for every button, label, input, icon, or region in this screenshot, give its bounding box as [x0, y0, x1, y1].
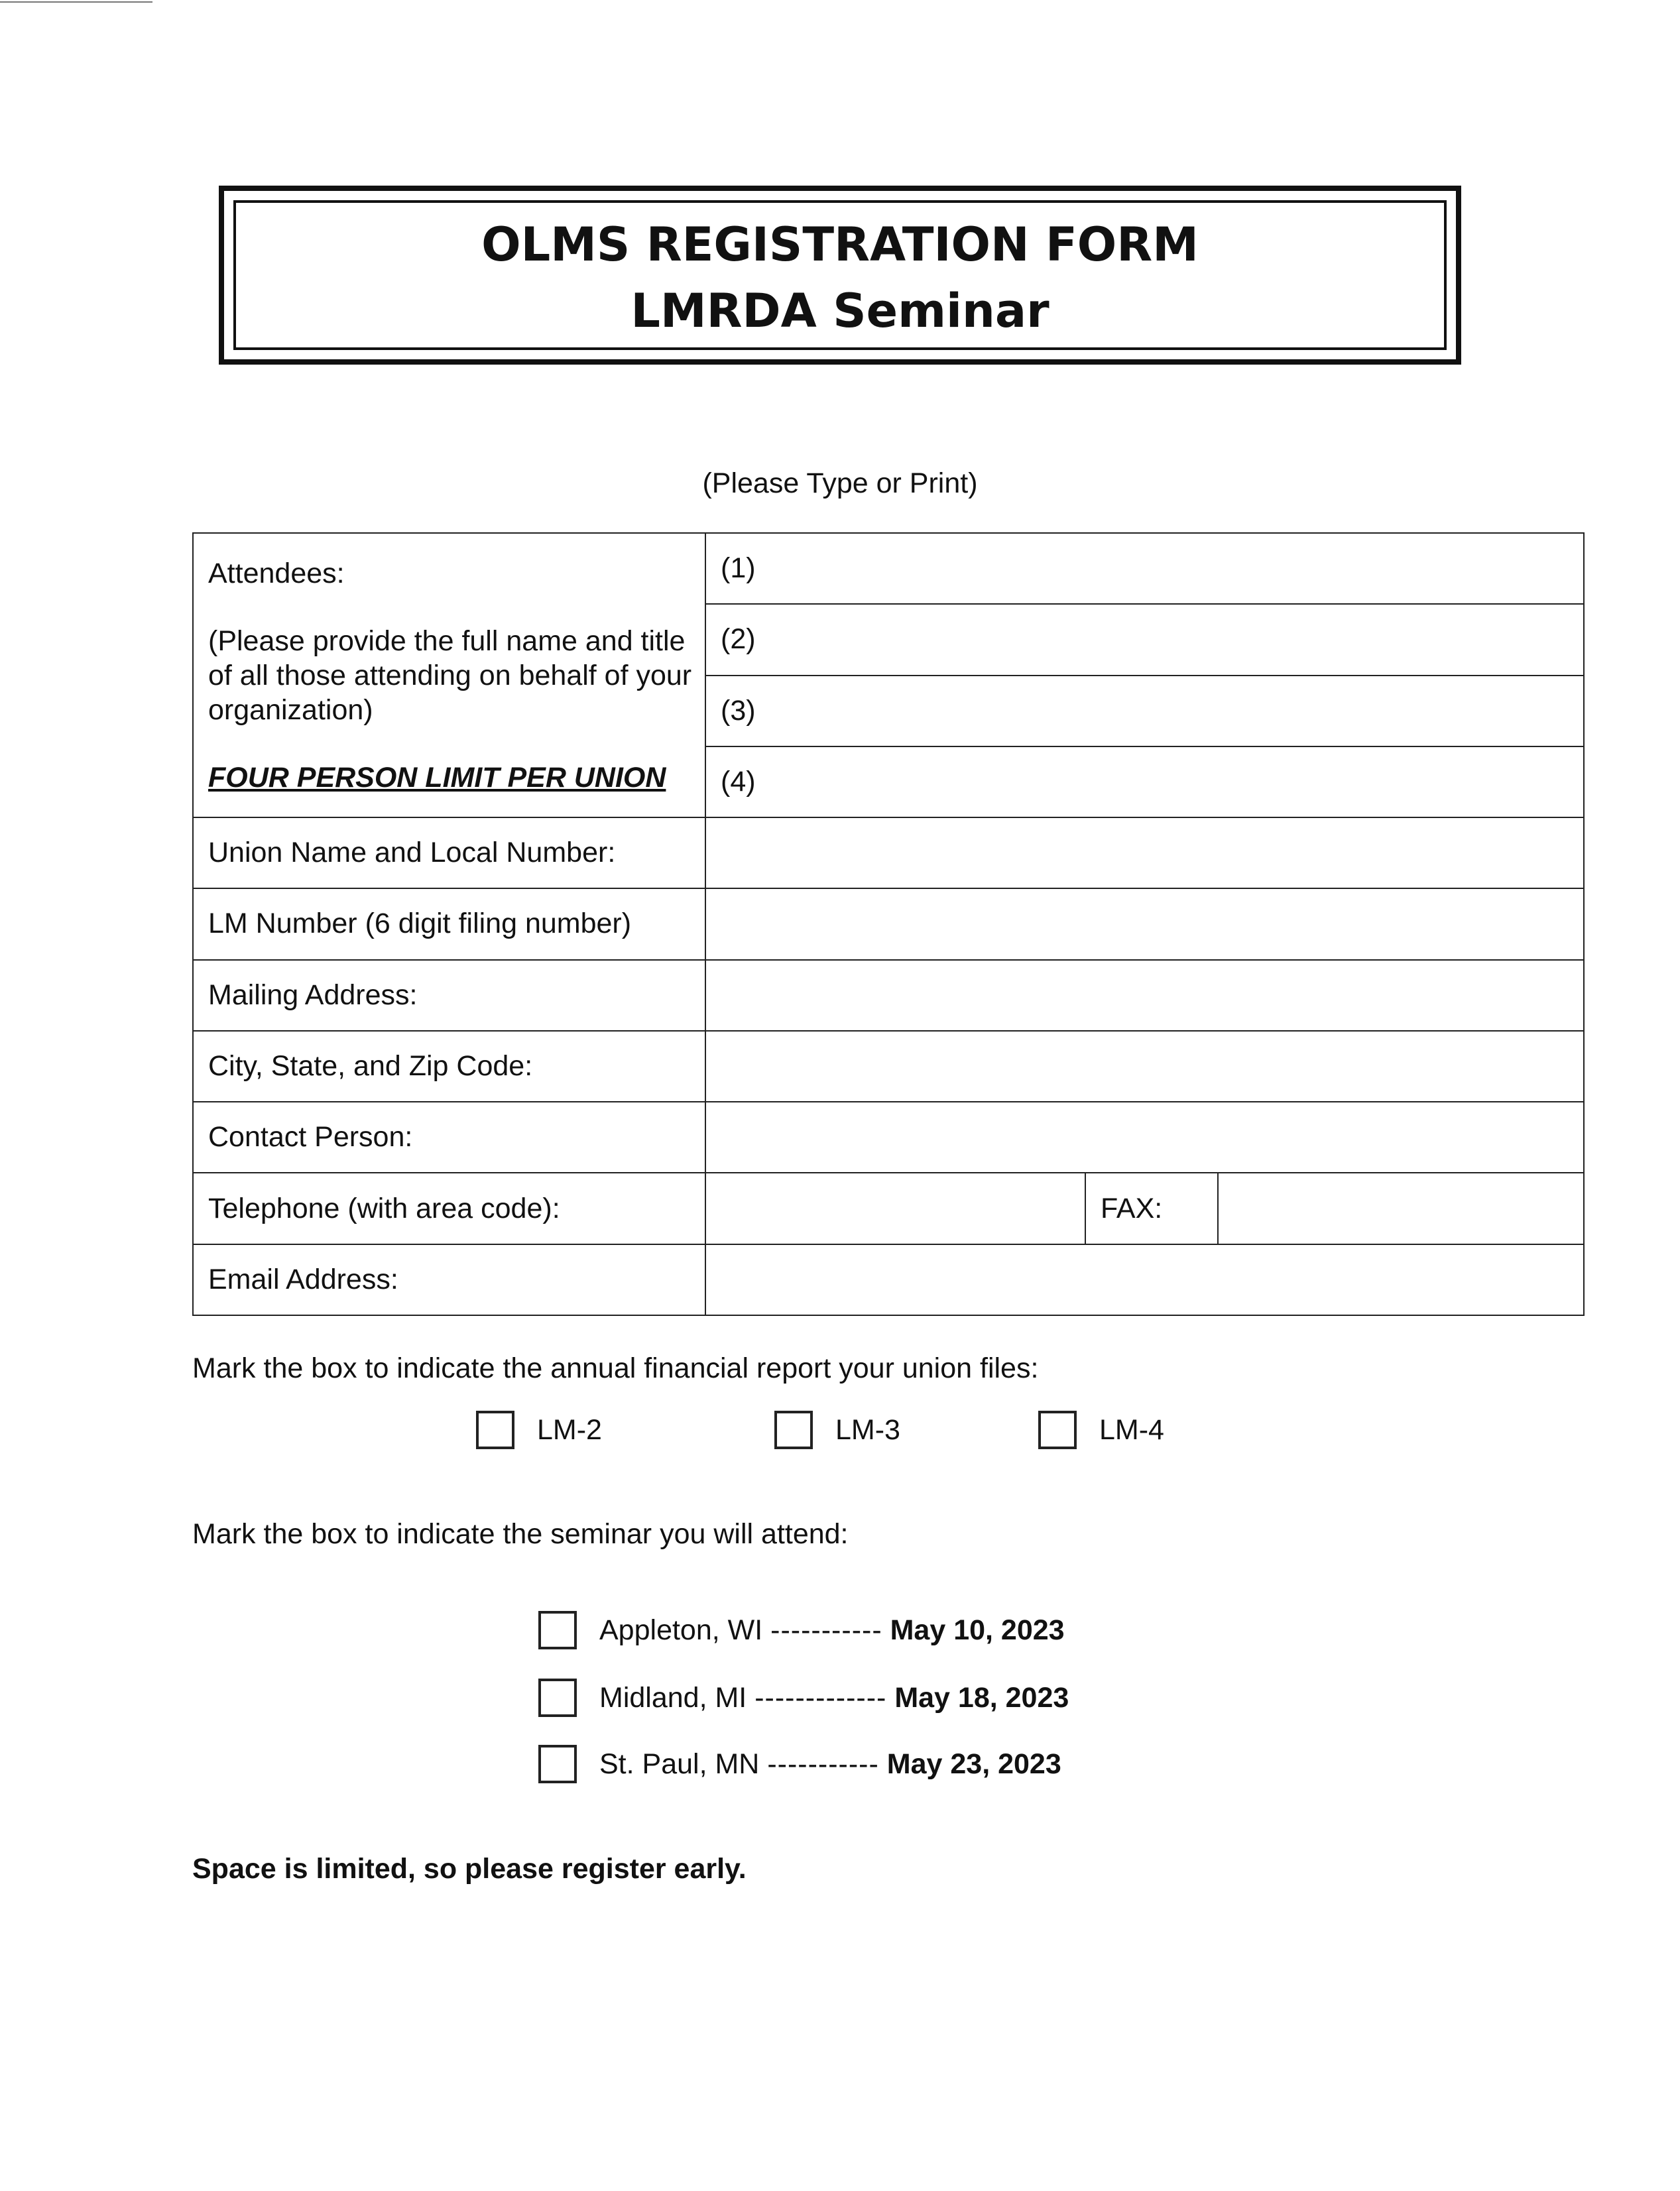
lm2-checkbox[interactable] [476, 1411, 514, 1449]
seminar-option-midland[interactable] [538, 1679, 1069, 1717]
midland-checkbox[interactable] [538, 1679, 577, 1717]
appleton-date: May 10, 2023 [890, 1614, 1065, 1646]
appleton-checkbox[interactable] [538, 1611, 577, 1649]
st-paul-dashes: ----------- [767, 1747, 879, 1780]
midland-city: Midland, MI [599, 1681, 747, 1714]
city-state-zip-field[interactable] [705, 1031, 1584, 1102]
midland-dashes: ------------- [754, 1681, 887, 1714]
attendees-note: (Please provide the full name and title of all those attending on behalf of your organization) [208, 624, 692, 726]
city-state-zip-label: City, State, and Zip Code: [193, 1031, 705, 1102]
attendee-2-field[interactable] [705, 604, 1584, 675]
lm3-option[interactable] [774, 1411, 900, 1449]
attendee-2-number: (2) [721, 623, 756, 656]
st-paul-label [599, 1748, 1061, 1781]
lm2-label: LM-2 [537, 1413, 602, 1446]
fax-label: FAX: [1085, 1173, 1218, 1244]
fax-field[interactable] [1218, 1173, 1584, 1244]
midland-label [599, 1682, 1069, 1714]
seminar-option-st-paul[interactable] [538, 1745, 1061, 1783]
attendees-label: Attendees: [208, 557, 345, 589]
st-paul-city: St. Paul, MN [599, 1747, 760, 1780]
lm-number-label: LM Number (6 digit filing number) [193, 888, 705, 959]
union-name-field[interactable] [705, 817, 1584, 888]
attendees-label-cell [193, 533, 705, 817]
contact-person-label: Contact Person: [193, 1102, 705, 1173]
print-instructions: (Please Type or Print) [702, 467, 978, 499]
lm3-label: LM-3 [835, 1413, 900, 1446]
lm4-label: LM-4 [1099, 1413, 1164, 1446]
email-field[interactable] [705, 1244, 1584, 1315]
attendees-limit: FOUR PERSON LIMIT PER UNION [208, 761, 666, 794]
attendee-4-number: (4) [721, 765, 756, 798]
lm4-checkbox[interactable] [1038, 1411, 1077, 1449]
seminar-prompt: Mark the box to indicate the seminar you will attend: [192, 1518, 849, 1550]
attendee-3-number: (3) [721, 694, 756, 727]
telephone-field[interactable] [705, 1173, 1085, 1244]
st-paul-checkbox[interactable] [538, 1745, 577, 1783]
attendee-3-field[interactable] [705, 676, 1584, 746]
email-label: Email Address: [193, 1244, 705, 1315]
title-banner [219, 186, 1461, 365]
appleton-dashes: ----------- [770, 1614, 882, 1646]
lm-number-field[interactable] [705, 888, 1584, 959]
report-prompt: Mark the box to indicate the annual financial report your union files: [192, 1352, 1039, 1384]
mailing-address-field[interactable] [705, 960, 1584, 1031]
lm4-option[interactable] [1038, 1411, 1164, 1449]
union-name-label: Union Name and Local Number: [193, 817, 705, 888]
st-paul-date: May 23, 2023 [886, 1747, 1061, 1780]
contact-person-field[interactable] [705, 1102, 1584, 1173]
seminar-option-appleton[interactable] [538, 1611, 1065, 1649]
form-subtitle: LMRDA Seminar [630, 284, 1050, 338]
midland-date: May 18, 2023 [894, 1681, 1069, 1714]
registration-table [192, 532, 1585, 1316]
telephone-label: Telephone (with area code): [193, 1173, 705, 1244]
attendee-4-field[interactable] [705, 746, 1584, 817]
scan-edge-mark [0, 1, 152, 3]
mailing-address-label: Mailing Address: [193, 960, 705, 1031]
appleton-city: Appleton, WI [599, 1614, 763, 1646]
form-title: OLMS REGISTRATION FORM [481, 217, 1199, 272]
appleton-label [599, 1614, 1065, 1647]
attendee-1-field[interactable] [705, 533, 1584, 604]
lm2-option[interactable] [476, 1411, 602, 1449]
footer-note: Space is limited, so please register early. [192, 1853, 747, 1885]
lm3-checkbox[interactable] [774, 1411, 813, 1449]
attendee-1-number: (1) [721, 552, 756, 585]
